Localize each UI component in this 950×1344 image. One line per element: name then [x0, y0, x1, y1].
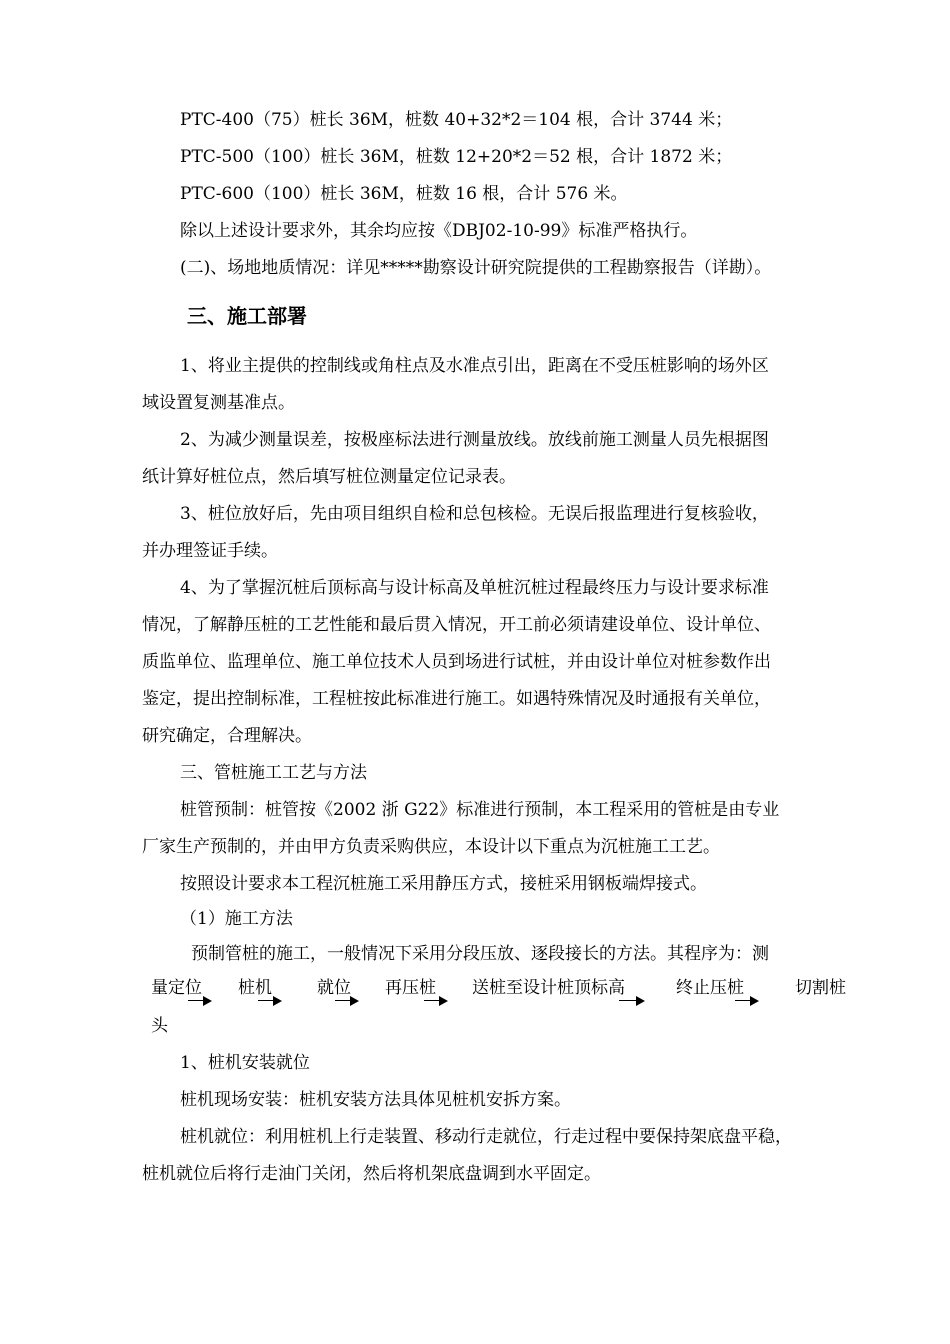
flow-step-7-tail: 头: [151, 1016, 168, 1036]
flow-arrow-icon: [335, 996, 359, 1006]
section-heading: 三、施工部署: [187, 304, 307, 328]
flow-arrow-icon: [735, 996, 759, 1006]
flow-arrow-icon: [619, 996, 645, 1006]
procedure-intro: 预制管桩的施工，一般情况下采用分段压放、逐段接长的方法。其程序为：测: [191, 944, 769, 964]
deploy-item-4-line-4: 鉴定，提出控制标准，工程桩按此标准进行施工。如遇特殊情况及时通报有关单位，: [142, 689, 771, 709]
positioning-line-1: 桩机就位：利用桩机上行走装置、移动行走就位，行走过程中要保持架底盘平稳，: [180, 1127, 792, 1147]
deploy-item-4-line-3: 质监单位、监理单位、施工单位技术人员到场进行试桩，并由设计单位对桩参数作出: [142, 652, 771, 672]
flow-arrow-icon: [424, 996, 448, 1006]
deploy-item-3-line-2: 并办理签证手续。: [142, 541, 278, 561]
method-heading: （1）施工方法: [180, 909, 293, 929]
positioning-line-2: 桩机就位后将行走油门关闭，然后将机架底盘调到水平固定。: [142, 1164, 601, 1184]
subsection-title: 三、管桩施工工艺与方法: [180, 763, 367, 783]
prefab-line-2: 厂家生产预制的，并由甲方负责采购供应，本设计以下重点为沉桩施工工艺。: [142, 837, 720, 857]
flow-step-6: 终止压桩: [676, 978, 744, 998]
deploy-item-4-line-2: 情况，了解静压桩的工艺性能和最后贯入情况，开工前必须请建设单位、设计单位、: [142, 615, 771, 635]
deploy-item-1-line-1: 1、将业主提供的控制线或角柱点及水准点引出，距离在不受压桩影响的场外区: [180, 356, 769, 376]
deploy-item-4-line-5: 研究确定，合理解决。: [142, 726, 312, 746]
spec-ptc500: PTC-500（100）桩长 36M，桩数 12+20*2＝52 根，合计 1872 米；: [180, 147, 733, 167]
spec-ptc400: PTC-400（75）桩长 36M，桩数 40+32*2＝104 根，合计 3744 米；: [180, 110, 733, 130]
deploy-item-2-line-2: 纸计算好桩位点，然后填写桩位测量定位记录表。: [142, 467, 516, 487]
flow-step-3: 就位: [317, 978, 351, 998]
install-onsite: 桩机现场安装：桩机安装方法具体见桩机安拆方案。: [180, 1090, 571, 1110]
install-heading: 1、桩机安装就位: [180, 1053, 310, 1073]
standard-note: 除以上述设计要求外，其余均应按《DBJ02-10-99》标准严格执行。: [180, 221, 698, 241]
deploy-item-4-line-1: 4、为了掌握沉桩后顶标高与设计标高及单桩沉桩过程最终压力与设计要求标准: [180, 578, 769, 598]
prefab-line-1: 桩管预制：桩管按《2002 浙 G22》标准进行预制，本工程采用的管桩是由专业: [180, 800, 780, 820]
flow-step-4: 再压桩: [385, 978, 436, 998]
deploy-item-3-line-1: 3、桩位放好后，先由项目组织自检和总包核检。无误后报监理进行复核验收，: [180, 504, 769, 524]
geology-note: (二)、场地地质情况：详见*****勘察设计研究院提供的工程勘察报告（详勘）。: [180, 258, 772, 278]
deploy-item-1-line-2: 域设置复测基准点。: [142, 393, 295, 413]
flow-arrow-icon: [258, 996, 282, 1006]
flow-step-2: 桩机: [238, 978, 272, 998]
method-note: 按照设计要求本工程沉桩施工采用静压方式，接桩采用钢板端焊接式。: [180, 874, 707, 894]
flow-step-1: 量定位: [151, 978, 202, 998]
spec-ptc600: PTC-600（100）桩长 36M，桩数 16 根，合计 576 米。: [180, 184, 628, 204]
flow-step-5: 送桩至设计桩顶标高: [472, 978, 625, 998]
deploy-item-2-line-1: 2、为减少测量误差，按极座标法进行测量放线。放线前施工测量人员先根据图: [180, 430, 769, 450]
flow-step-7: 切割桩: [795, 978, 846, 998]
flow-arrow-icon: [188, 996, 212, 1006]
